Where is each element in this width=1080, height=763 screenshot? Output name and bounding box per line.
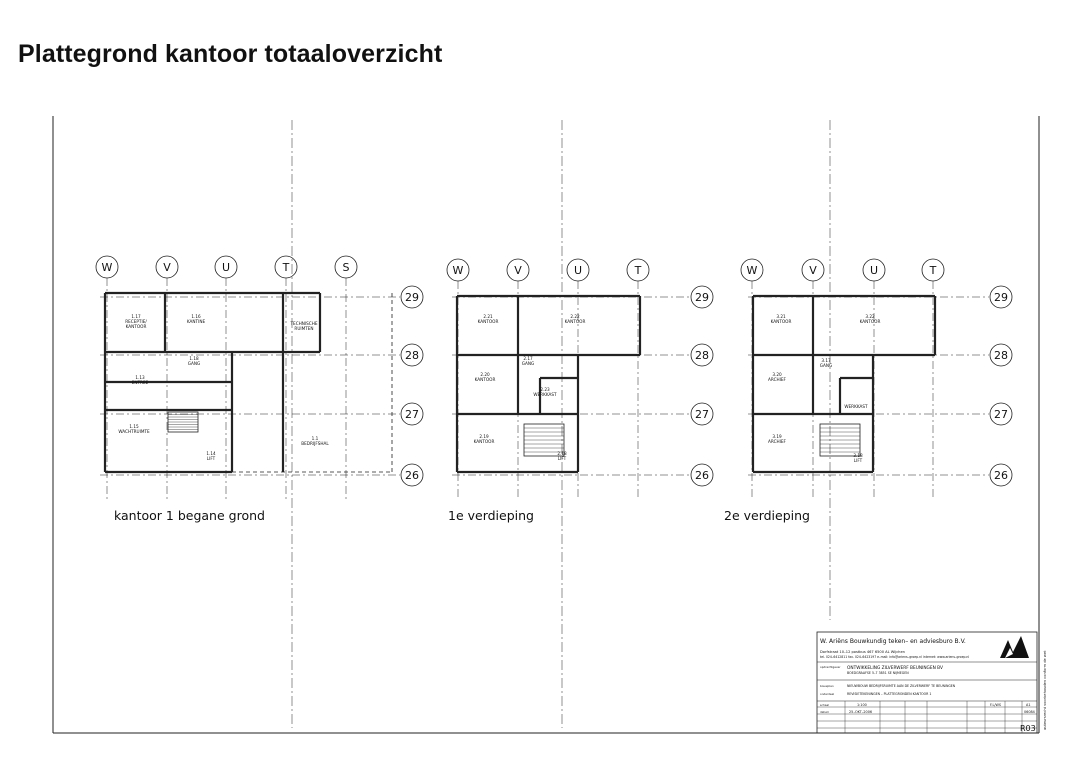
room-number: 3.22 — [865, 314, 875, 319]
room-number: 2.23 — [540, 387, 550, 392]
project-name: NIEUWBOUW BEDRIJFSRUIMTE AAN DE ZILVERWERF TE BEUNINGEN — [847, 684, 956, 688]
room-number: 1.14 — [206, 451, 216, 456]
grid-label-s: S — [342, 261, 350, 274]
room-name: KANTOOR — [859, 319, 881, 324]
company-logo — [1000, 636, 1029, 658]
grid-label-26: 26 — [695, 469, 709, 482]
grid-label-29: 29 — [994, 291, 1008, 304]
plan-caption: 2e verdieping — [724, 508, 810, 523]
scale-label: schaal — [820, 703, 829, 707]
room-number: 1.18 — [189, 356, 199, 361]
room-name: KANTOOR — [770, 319, 792, 324]
room-name: KANTOOR — [477, 319, 499, 324]
scale-value: 1:100 — [857, 703, 867, 707]
title-block — [817, 632, 1047, 733]
project-label: bouwplan — [820, 684, 834, 688]
client-name: ONTWIKKELING ZILVERWERF BEUNINGEN BV — [847, 666, 943, 671]
room-name: ENTREE — [131, 380, 149, 385]
drawing-name: REVISIETEKENINGEN – PLATTEGRONDEN KANTOOR 1 — [847, 692, 932, 696]
room-name: TECHNISCHE RUIMTEN — [290, 321, 318, 331]
room-name: BEDRIJFSHAL — [301, 441, 329, 446]
grid-label-29: 29 — [405, 291, 419, 304]
room-name: KANTINE — [186, 319, 206, 324]
room-name: WACHTRUIMTE — [118, 429, 150, 434]
plan-caption: kantoor 1 begane grond — [114, 508, 265, 523]
drawing-label: onderdeel — [820, 692, 835, 696]
floor-plan-1 — [96, 256, 423, 523]
room-name: GANG — [521, 361, 535, 366]
grid-label-26: 26 — [994, 469, 1008, 482]
client-label: opdrachtgever — [820, 665, 841, 669]
room-number: 2.18 — [557, 451, 567, 456]
drawn-by: F.L/WS — [990, 703, 1002, 707]
grid-label-27: 27 — [695, 408, 709, 421]
grid-label-t: T — [634, 264, 642, 277]
room-name: WERKKAST — [844, 404, 868, 409]
grid-label-v: V — [163, 261, 171, 274]
company-contact: tel. 024–6412811 fax. 024–6423197 e–mail: info@ariens–groep.nl internet: www.ariens–groep.nl — [820, 655, 970, 659]
room-name: LIFT — [853, 458, 863, 463]
room-number: 1.15 — [129, 424, 139, 429]
grid-label-u: U — [573, 264, 583, 277]
project-number: 06084 — [1024, 710, 1035, 714]
grid-label-27: 27 — [994, 408, 1008, 421]
date-label: datum — [820, 710, 830, 714]
room-number: 1.13 — [135, 375, 145, 380]
copyright-note: auteursrecht voorbehouden conform de wet — [1043, 650, 1047, 730]
floor-plans — [96, 256, 1012, 523]
grid-label-t: T — [282, 261, 290, 274]
company-address: Dorfstraat 10–12 postbus 467 6500 AL Wijchen — [820, 650, 905, 654]
room-name: GANG — [187, 361, 201, 366]
room-name: KANTOOR — [473, 439, 495, 444]
grid-label-w: W — [452, 264, 464, 277]
client-address: BOEDGRAAFSE 5–7 3851 SE NIJMEGEN — [847, 671, 909, 675]
room-name: ARCHIEF — [768, 377, 786, 382]
room-number: 3.21 — [776, 314, 786, 319]
sheet-number: R03 — [1020, 724, 1036, 733]
room-number: 3.20 — [772, 372, 782, 377]
date-value: 25–OKT–2006 — [849, 710, 873, 714]
grid-label-w: W — [101, 261, 113, 274]
room-number: 1.1 — [311, 436, 319, 441]
room-name: KANTOOR — [564, 319, 586, 324]
room-number: 1.17 — [131, 314, 141, 319]
room-number: 3.18 — [853, 453, 863, 458]
floor-plan-2 — [447, 259, 713, 523]
grid-label-26: 26 — [405, 469, 419, 482]
room-name: GANG — [819, 363, 833, 368]
grid-label-28: 28 — [695, 349, 709, 362]
grid-label-u: U — [221, 261, 231, 274]
grid-label-v: V — [514, 264, 522, 277]
room-name: RECEPTIE/ KANTOOR — [125, 319, 147, 329]
room-name: ARCHIEF — [768, 439, 786, 444]
grid-label-28: 28 — [994, 349, 1008, 362]
grid-label-w: W — [746, 264, 758, 277]
grid-label-v: V — [809, 264, 817, 277]
grid-label-28: 28 — [405, 349, 419, 362]
room-number: 1.16 — [191, 314, 201, 319]
logo-mark — [1000, 636, 1029, 658]
grid-label-t: T — [929, 264, 937, 277]
grid-label-29: 29 — [695, 291, 709, 304]
paper-format: A1 — [1026, 703, 1031, 707]
page-title: Plattegrond kantoor totaaloverzicht — [18, 40, 443, 68]
room-number: 2.19 — [479, 434, 489, 439]
grid-label-u: U — [869, 264, 879, 277]
room-name: LIFT — [206, 456, 216, 461]
room-name: LIFT — [557, 456, 567, 461]
room-number: 2.22 — [570, 314, 580, 319]
room-name: WERKKAST — [533, 392, 557, 397]
floor-plan-3 — [724, 259, 1012, 523]
room-number: 2.21 — [483, 314, 493, 319]
room-number: 2.17 — [523, 356, 533, 361]
room-number: 3.17 — [821, 358, 831, 363]
company-name: W. Ariëns Bouwkundig teken– en adviesburo B.V. — [820, 638, 966, 645]
grid-label-27: 27 — [405, 408, 419, 421]
room-name: KANTOOR — [474, 377, 496, 382]
room-number: 2.20 — [480, 372, 490, 377]
plan-caption: 1e verdieping — [448, 508, 534, 523]
room-number: 3.19 — [772, 434, 782, 439]
